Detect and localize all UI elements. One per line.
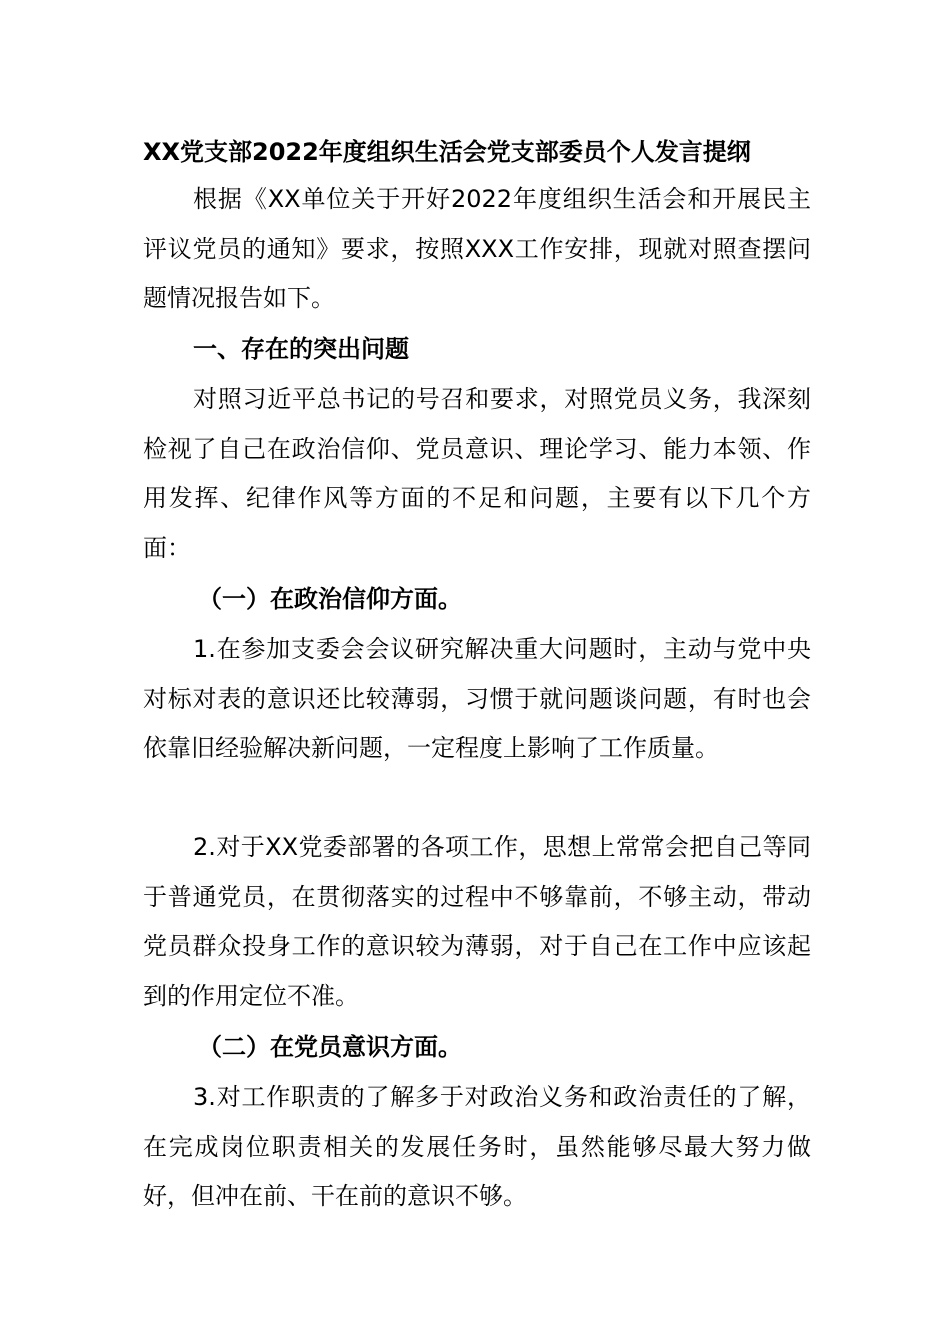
section-heading-1: 一、存在的突出问题 [193, 335, 409, 363]
item-1-paragraph: 1.在参加支委会会议研究解决重大问题时，主动与党中央对标对表的意识还比较薄弱，习惯于就问题谈问题，有时也会依靠旧经验解决新问题，一定程度上影响了工作质量。 [143, 635, 811, 763]
item-2-paragraph: 2.对于XX党委部署的各项工作，思想上常常会把自己等同于普通党员，在贯彻落实的过程中不够靠前，不够主动，带动党员群众投身工作的意识较为薄弱，对于自己在工作中应该起到的作用定位不准。 [143, 833, 811, 1010]
subsection-heading-1: （一）在政治信仰方面。 [198, 585, 462, 613]
intro-paragraph: 根据《XX单位关于开好2022年度组织生活会和开展民主评议党员的通知》要求，按照XXX工作安排，现就对照查摆问题情况报告如下。 [143, 185, 811, 313]
section1-paragraph: 对照习近平总书记的号召和要求，对照党员义务，我深刻检视了自己在政治信仰、党员意识、理论学习、能力本领、作用发挥、纪律作风等方面的不足和问题，主要有以下几个方面： [143, 385, 811, 562]
subsection-heading-2: （二）在党员意识方面。 [198, 1033, 462, 1061]
document-title: XX党支部2022年度组织生活会党支部委员个人发言提纲 [143, 138, 751, 166]
item-3-paragraph: 3.对工作职责的了解多于对政治义务和政治责任的了解，在完成岗位职责相关的发展任务时，虽然能够尽最大努力做好，但冲在前、干在前的意识不够。 [143, 1083, 811, 1211]
